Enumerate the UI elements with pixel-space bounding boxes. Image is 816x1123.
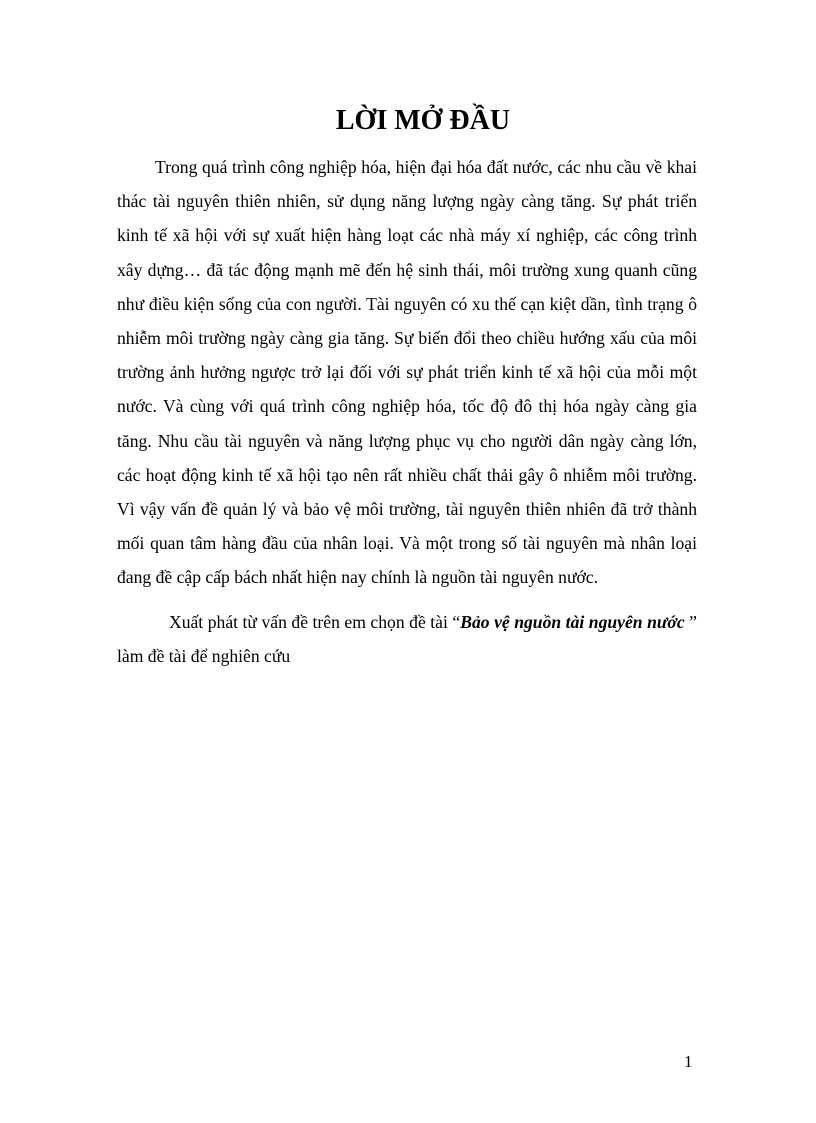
paragraph-topic-lead: Xuất phát từ vấn đề trên em chọn đề tài “ <box>169 611 461 632</box>
paragraph-topic-tail: ” làm đề tài để nghiên cứu <box>117 611 697 666</box>
paragraph-topic <box>117 605 697 673</box>
page-title: LỜI MỞ ĐẦU <box>335 105 511 136</box>
body-text <box>117 150 697 673</box>
topic-title: Bảo vệ nguồn tài nguyên nước <box>460 611 685 632</box>
page-number: 1 <box>684 1052 693 1071</box>
paragraph-intro: Trong quá trình công nghiệp hóa, hiện đại hóa đất nước, các nhu cầu về khai thác tài nguyên thiên nhiên, sử dụng năng lượng ngày càng tăng. Sự phát triển kinh tế xã hội với sự xuất hiện hàng loạt các nhà máy xí nghiệp, các công trình xây dựng… đã tác động mạnh mẽ đến hệ sinh thái, môi trường xung quanh cũng như điều kiện sống của con người. Tài nguyên có xu thế cạn kiệt dần, tình trạng ô nhiễm môi trường ngày càng gia tăng. Sự biến đổi theo chiều hướng xấu của môi trường ảnh hưởng ngược trở lại đối với sự phát triển kinh tế xã hội của mỗi một nước. Và cùng với quá trình công nghiệp hóa, tốc độ đô thị hóa ngày càng gia tăng. Nhu cầu tài nguyên và năng lượng phục vụ cho người dân ngày càng lớn, các hoạt động kinh tế xã hội tạo nên rất nhiều chất thải gây ô nhiễm môi trường. Vì vậy vấn đề quản lý và bảo vệ môi trường, tài nguyên thiên nhiên đã trở thành mối quan tâm hàng đầu của nhân loại. Và một trong số tài nguyên mà nhân loại đang đề cập cấp bách nhất hiện nay chính là nguồn tài nguyên nước. <box>117 157 697 588</box>
